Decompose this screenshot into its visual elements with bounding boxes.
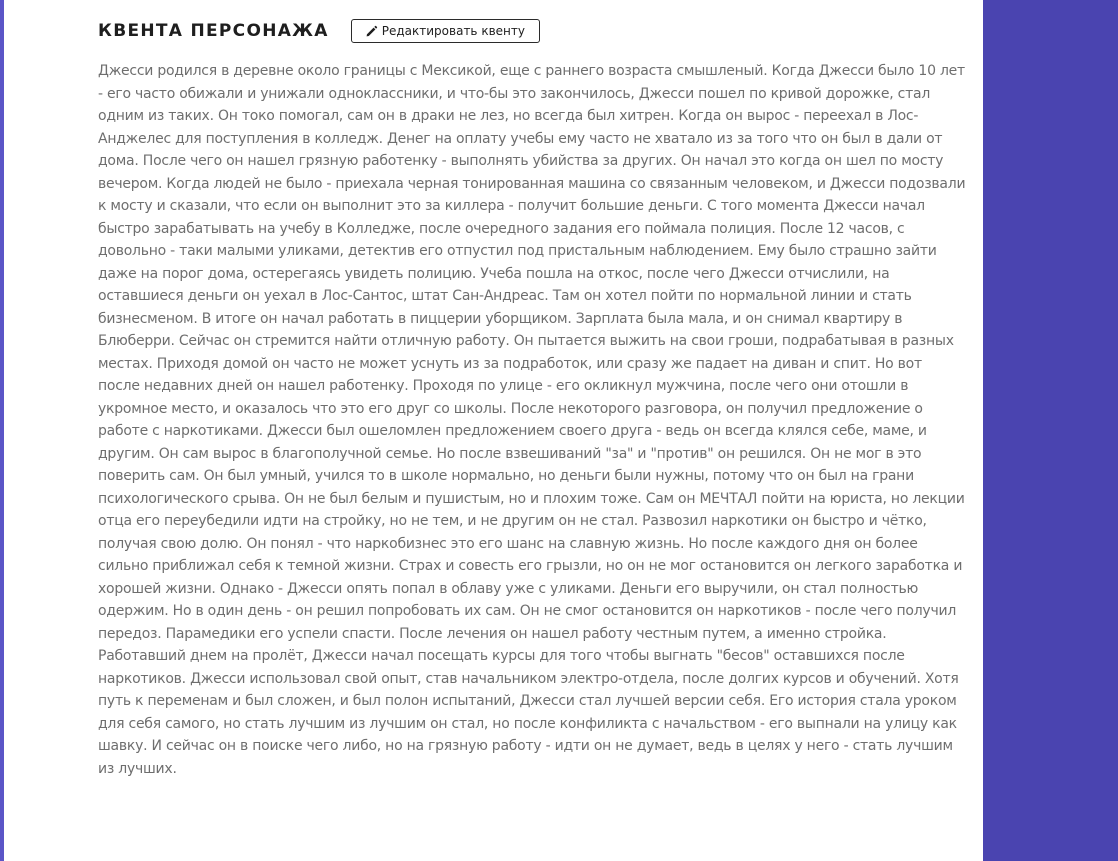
story-text: Джесси родился в деревне около границы с Мексикой, еще с раннего возраста смышленый. Когда Джесси было 10 лет - его часто обижали и унижали одноклассники, и что-бы это закончилось, Джесси пошел по кривой дорожке, стал одним из таких. Он токо помогал, сам он в драки не лез, но всегда был хитрен. Когда он вырос - переехал в Лос-Анджелес для поступления в колледж. Денег на оплату учебы ему часто не хватало из за того что он был в дали от дома. После чего он нашел грязную работенку - выполнять убийства за других. Он начал это когда он шел по мосту вечером. Когда людей не было - приехала черная тонированная машина со связанным человеком, и Джесси подозвали к мосту и сказали, что если он выполнит это за киллера - получит большие деньги. С того момента Джесси начал быстро зарабатывать на учебу в Колледже, после очередного задания его поймала полиция. После 12 часов, с довольно - таки малыми уликами, детектив его отпустил под пристальным наблюдением. Ему было страшно зайти даже на порог дома, остерегаясь увидеть полицию. Учеба пошла на откос, после чего Джесси отчислили, на оставшиеся деньги он уехал в Лос-Сантос, штат Сан-Андреас. Там он хотел пойти по нормальной линии и стать бизнесменом. В итоге он начал работать в пиццерии уборщиком. Зарплата была мала, и он снимал квартиру в Блюберри. Сейчас он стремится найти отличную работу. Он пытается выжить на свои гроши, подрабатывая в разных местах. Приходя домой он часто не может уснуть из за подработок, или сразу же падает на диван и спит. Но вот после недавних дней он нашел работенку. Проходя по улице - его окликнул мужчина, после чего они отошли в укромное место, и оказалось что это его друг со школы. После некоторого разговора, он получил предложение о работе с наркотиками. Джесси был ошеломлен предложением своего друга - ведь он всегда клялся себе, маме, и другим. Он сам вырос в благополучной семье. Но после взвешиваний "за" и "против" он решился. Он не мог в это поверить сам. Он был умный, учился то в школе нормально, но деньги были нужны, потому что он был на грани психологического срыва. Он не был белым и пушистым, но и плохим тоже. Сам он МЕЧТАЛ пойти на юриста, но лекции отца его переубедили идти на стройку, но не тем, и не другим он не стал. Развозил наркотики он быстро и чётко, получая свою долю. Он понял - что наркобизнес это его шанс на славную жизнь. Но после каждого дня он более сильно приближал себя к темной жизни. Страх и совесть его грызли, но он не мог остановится он легкого заработка и хорошей жизни. Однако - Джесси опять попал в облаву уже с уликами. Деньги его выручили, он стал полностью одержим. Но в один день - он решил попробовать их сам. Он не смог остановится он наркотиков - после чего получил передоз. Парамедики его успели спасти. После лечения он нашел работу честным путем, а именно стройка. Работавший днем на пролёт, Джесси начал посещать курсы для того чтобы выгнать "бесов" оставшихся после наркотиков. Джесси использовал свой опыт, став начальником электро-отдела, после долгих курсов и обучений. Хотя путь к переменам и был сложен, и был полон испытаний, Джесси стал лучшей версии себя. Его история стала уроком для себя самого, но стать лучшим из лучшим он стал, но после конфиликта с начальством - его выпнали на улицу как шавку. И сейчас он в поиске чего либо, но на грязную работу - идти он не думает, ведь в целях у него - стать лучшим из лучших. — [98, 63, 966, 777]
character-story-section — [98, 0, 966, 861]
edit-story-button-label: Редактировать квенту — [381, 24, 525, 38]
pencil-icon — [365, 25, 378, 38]
section-header — [98, 18, 540, 44]
right-side-panel — [983, 0, 1118, 861]
section-title: КВЕНТА ПЕРСОНАЖА — [98, 21, 329, 41]
edit-story-button[interactable] — [351, 19, 540, 43]
left-accent-stripe — [0, 0, 4, 861]
